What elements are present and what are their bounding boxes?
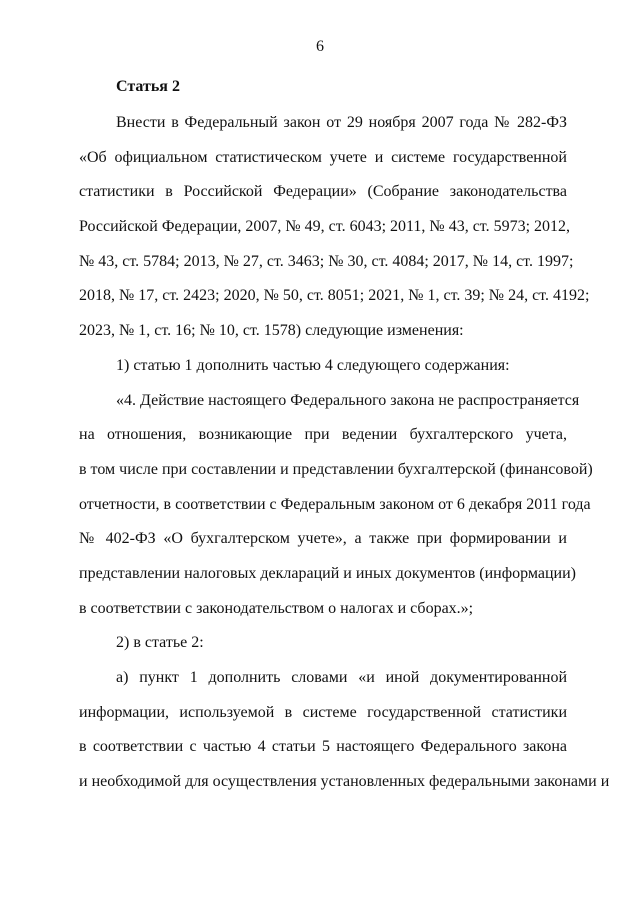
paragraph-item-1 — [79, 354, 567, 389]
text-line: статистики в Российской Федерации» (Собрание законодательства — [79, 183, 567, 201]
article-body — [79, 111, 610, 805]
text-line: 2) в статье 2: — [116, 634, 204, 652]
text-line: и необходимой для осуществления установленных федеральными законами и — [79, 773, 610, 791]
text-line: информации, используемой в системе государственной статистики — [79, 703, 567, 721]
paragraph-item-2 — [79, 631, 567, 666]
text-line: № 402-ФЗ «О бухгалтерском учете», а также при формировании и — [79, 530, 567, 548]
text-line: «4. Действие настоящего Федерального закона не распространяется — [116, 391, 580, 409]
paragraph-subitem-a — [79, 666, 610, 805]
article-title: Статья 2 — [116, 78, 180, 95]
text-line: представлении налоговых деклараций и иных документов (информации) — [79, 564, 576, 582]
text-line: отчетности, в соответствии с Федеральным законом от 6 декабря 2011 года — [79, 495, 591, 513]
text-line: а) пункт 1 дополнить словами «и иной документированной — [116, 669, 567, 686]
text-line: «Об официальном статистическом учете и системе государственной — [79, 148, 567, 166]
text-line: Внести в Федеральный закон от 29 ноября 2007 года № 282-ФЗ — [116, 114, 567, 131]
text-line: № 43, ст. 5784; 2013, № 27, ст. 3463; № 30, ст. 4084; 2017, № 14, ст. 1997; — [79, 252, 574, 270]
text-line: Российской Федерации, 2007, № 49, ст. 6043; 2011, № 43, ст. 5973; 2012, — [79, 218, 571, 236]
page-number: 6 — [316, 38, 324, 55]
paragraph-amendment-intro — [79, 111, 590, 354]
text-line: 2018, № 17, ст. 2423; 2020, № 50, ст. 8051; 2021, № 1, ст. 39; № 24, ст. 4192; — [79, 287, 590, 305]
text-line: 1) статью 1 дополнить частью 4 следующего содержания: — [116, 356, 510, 374]
text-line: 2023, № 1, ст. 16; № 10, ст. 1578) следующие изменения: — [79, 322, 464, 340]
text-line: в соответствии с законодательством о налогах и сборах.»; — [79, 599, 474, 617]
text-line: в том числе при составлении и представлении бухгалтерской (финансовой) — [79, 460, 593, 478]
text-line: в соответствии с частью 4 статьи 5 настоящего Федерального закона — [79, 738, 567, 756]
paragraph-quoted-part-4 — [79, 389, 593, 632]
text-line: на отношения, возникающие при ведении бухгалтерского учета, — [79, 426, 567, 444]
